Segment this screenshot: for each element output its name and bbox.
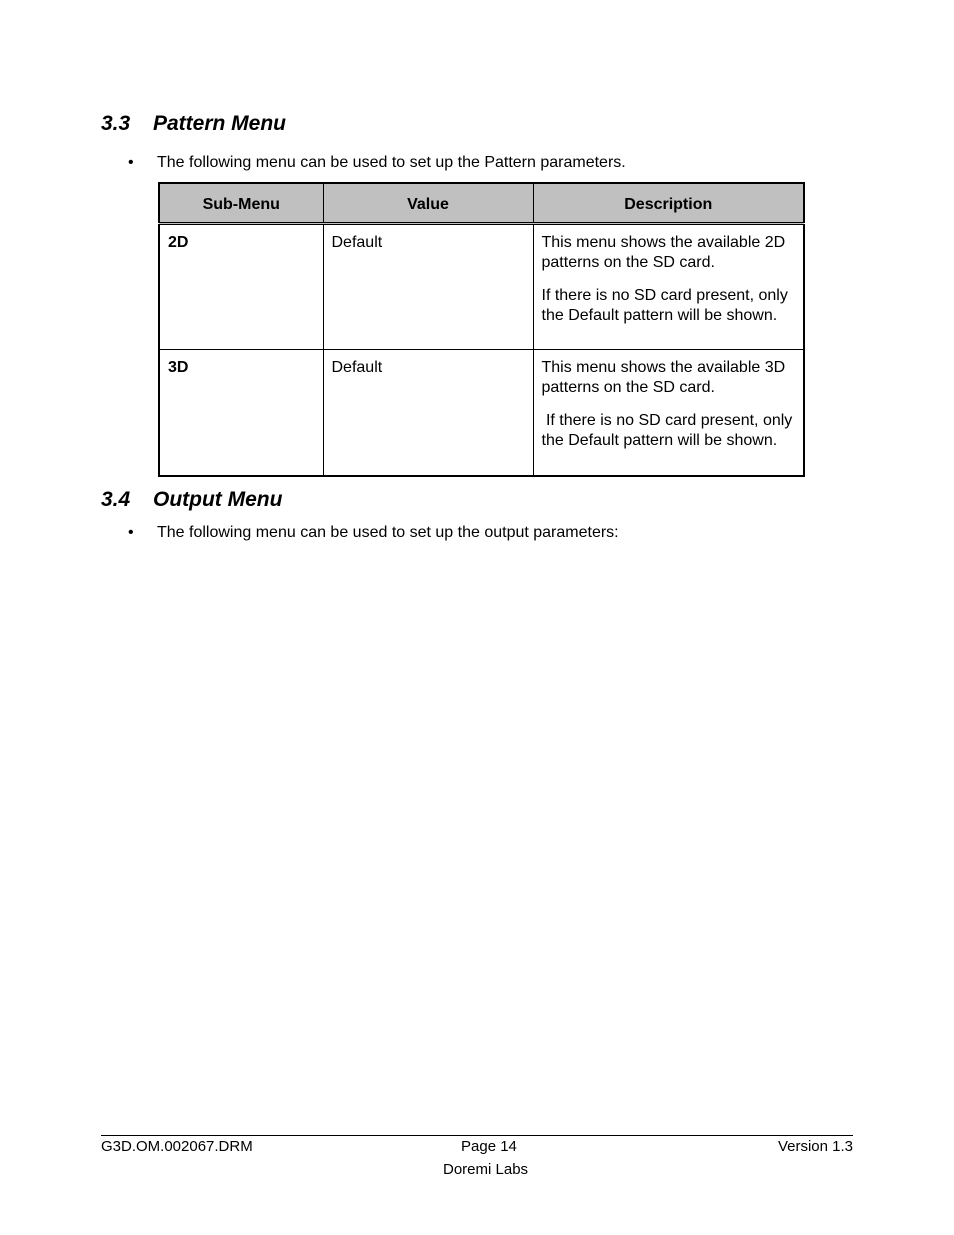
description-note: If there is no SD card present, only the Default pattern will be shown. (541, 287, 788, 324)
section-title: Pattern Menu (153, 112, 287, 135)
value-cell: Default (323, 224, 533, 350)
footer-divider (101, 1135, 853, 1136)
column-header-value: Value (323, 183, 533, 224)
description-note: If there is no SD card present, only the Default pattern will be shown. (541, 412, 797, 449)
footer-version: Version 1.3 (777, 1138, 853, 1155)
footer-company: Doremi Labs (443, 1161, 529, 1178)
bullet-text: The following menu can be used to set up the Pattern parameters. (157, 154, 626, 171)
footer-doc-id: G3D.OM.002067.DRM (101, 1138, 253, 1155)
table-row (159, 350, 804, 476)
table-row (159, 224, 804, 350)
section-number: 3.3 (101, 112, 131, 135)
description-cell (533, 350, 804, 476)
bullet-item (128, 524, 619, 542)
sub-menu-cell: 2D (159, 224, 323, 350)
column-header-sub-menu: Sub-Menu (159, 183, 323, 224)
footer-page-number: Page 14 (461, 1138, 517, 1155)
section-heading-output-menu (101, 488, 282, 512)
bullet-text: The following menu can be used to set up the output parameters: (157, 524, 619, 541)
bullet-icon: • (128, 524, 134, 541)
section-number: 3.4 (101, 488, 131, 511)
section-title: Output Menu (153, 488, 283, 511)
section-heading-pattern-menu (101, 112, 286, 136)
bullet-item (128, 154, 626, 172)
value-cell: Default (323, 350, 533, 476)
column-header-description: Description (533, 183, 804, 224)
description-text: This menu shows the available 3D patterns on the SD card. (541, 359, 786, 396)
description-text: This menu shows the available 2D patterns on the SD card. (541, 234, 786, 271)
description-cell (533, 224, 804, 350)
sub-menu-cell: 3D (159, 350, 323, 476)
table-header-row (159, 183, 804, 224)
bullet-icon: • (128, 154, 134, 171)
pattern-menu-table (158, 182, 805, 477)
